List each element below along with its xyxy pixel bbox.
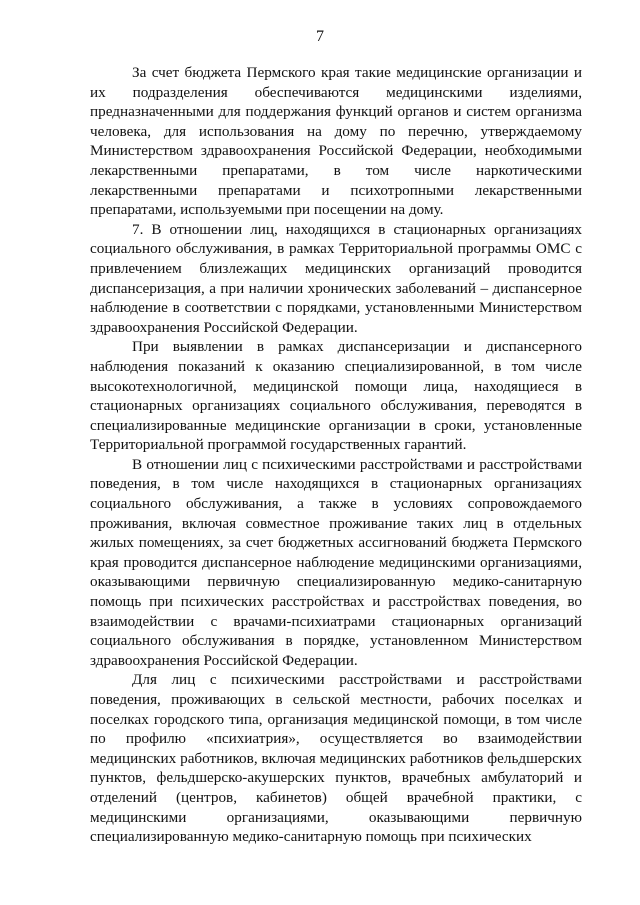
paragraph-item-7: 7. В отношении лиц, находящихся в стационарных организациях социального обслуживания, в рамках Территориальной программы ОМС с привлечением близлежащих медицинских организаций проводится диспансеризация, а при наличии хронических заболеваний – диспансерное наблюдение в соответствии с порядками, установленными Министерством здравоохранения Российской Федерации. bbox=[90, 220, 582, 336]
paragraph-rural-residents: Для лиц с психическими расстройствами и расстройствами поведения, проживающих в сельской местности, рабочих поселках и поселках городского типа, организация медицинской помощи, в том числе по профилю «психиатрия», осуществляется во взаимодействии медицинских работников, включая медицинских работников фельдшерских пунктов, фельдшерско-акушерских пунктов, врачебных амбулаторий и отделений (центров, кабинетов) общей врачебной практики, с медицинскими организациями, оказывающими первичную специализированную медико-санитарную помощь при психических bbox=[90, 671, 582, 846]
document-body bbox=[90, 63, 582, 847]
paragraph-medical-devices: За счет бюджета Пермского края такие медицинские организации и их подразделения обеспечиваются медицинскими изделиями, предназначенными для поддержания функций органов и систем организма человека, для использования на дому по перечню, утверждаемому Министерством здравоохранения Российской Федерации, необходимыми лекарственными препаратами, в том числе наркотическими лекарственными препаратами и психотропными лекарственными препаратами, используемыми при посещении на дому. bbox=[90, 64, 582, 219]
paragraph-mental-disorders: В отношении лиц с психическими расстройствами и расстройствами поведения, в том числе находящихся в стационарных организациях социального обслуживания, а также в условиях сопровождаемого проживания, включая совместное проживание таких лиц в отдельных жилых помещениях, за счет бюджетных ассигнований бюджета Пермского края проводится диспансерное наблюдение медицинскими организациями, оказывающими первичную специализированную медико-санитарную помощь при психических расстройствах и расстройствах поведения, во взаимодействии с врачами-психиатрами стационарных организаций социального обслуживания в порядке, установленном Министерством здравоохранения Российской Федерации. bbox=[90, 455, 582, 669]
page-number: 7 bbox=[316, 28, 324, 45]
paragraph-specialized-care: При выявлении в рамках диспансеризации и диспансерного наблюдения показаний к оказанию специализированной, в том числе высокотехнологичной, медицинской помощи лица, находящиеся в стационарных организациях социального обслуживания, переводятся в специализированные медицинские организации в сроки, установленные Территориальной программой государственных гарантий. bbox=[90, 338, 582, 454]
